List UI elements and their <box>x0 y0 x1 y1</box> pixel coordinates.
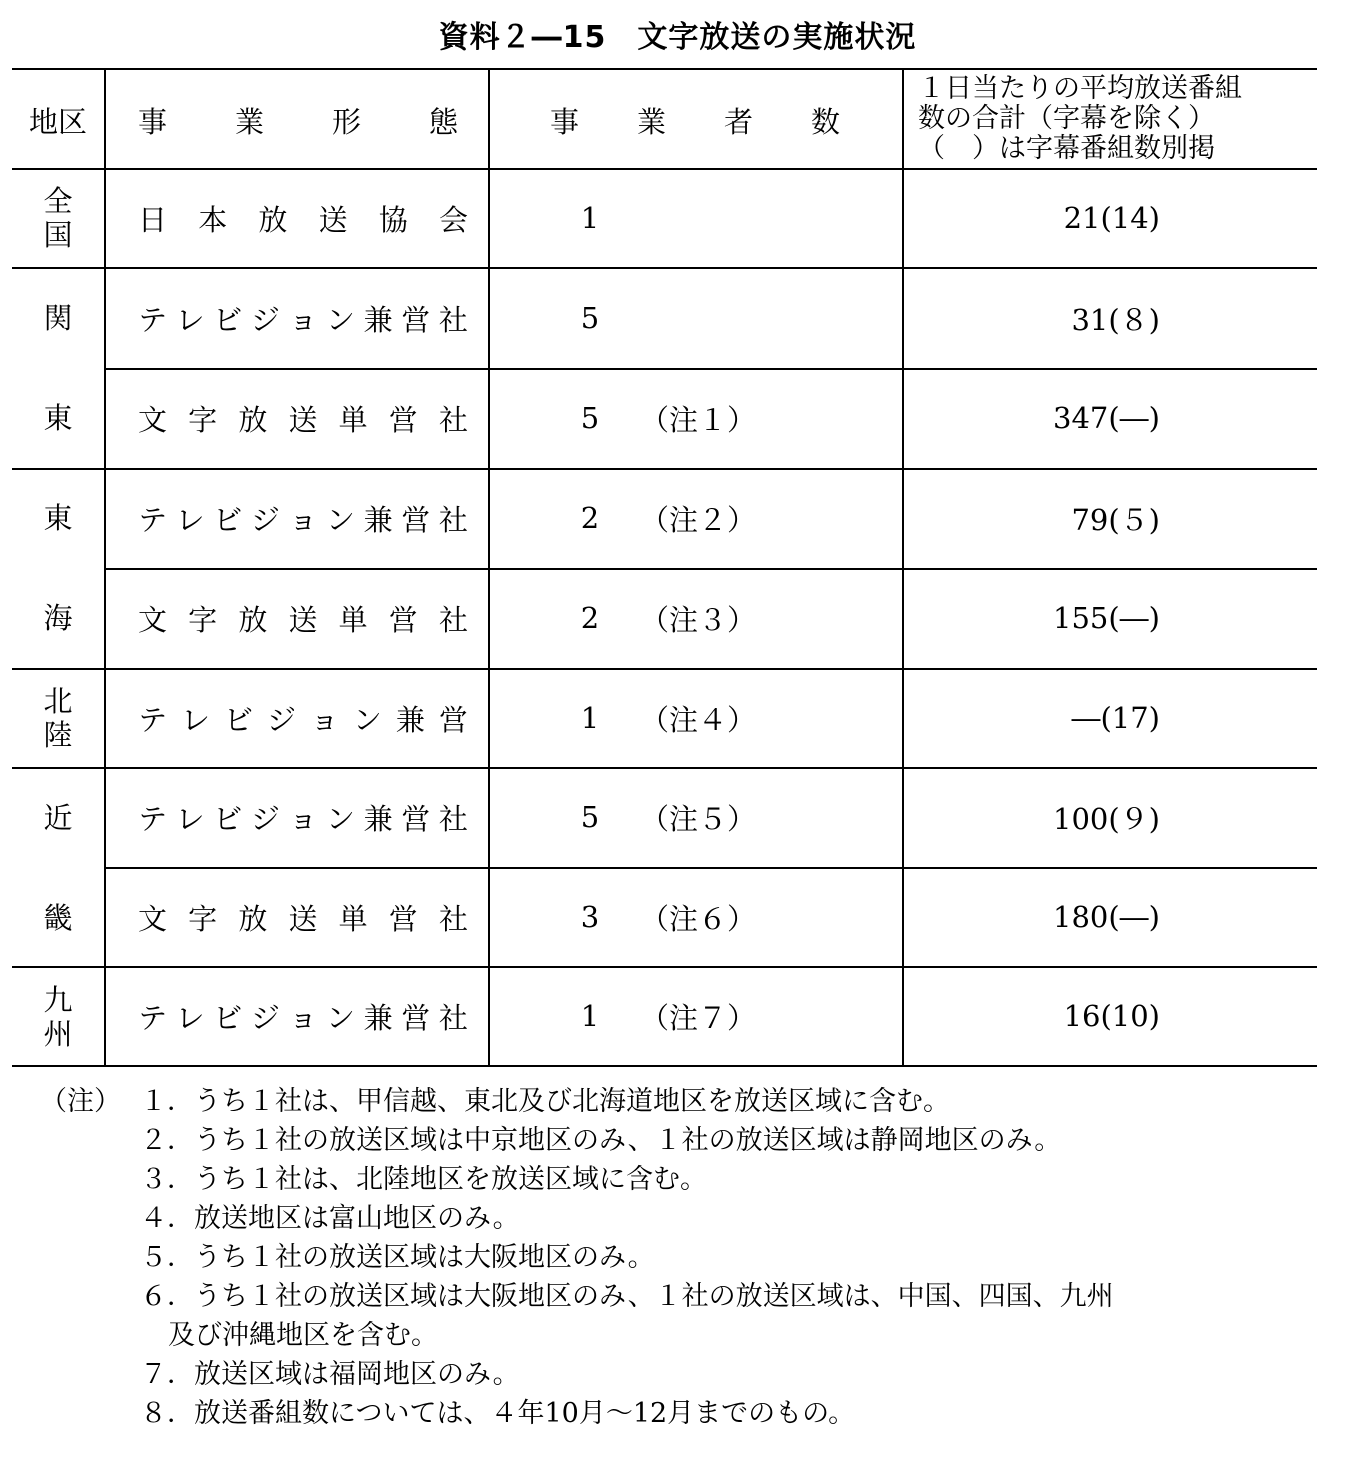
row-type-char: 兼 <box>363 502 393 537</box>
row-type-char: 送 <box>288 402 318 437</box>
row-type-char: ビ <box>213 1000 243 1035</box>
row-type-char: ン <box>326 302 356 337</box>
note-item: ３．うち１社は、北陸地区を放送区域に含む。 <box>140 1164 707 1195</box>
page-title: 資料２―15 文字放送の実施状況 <box>438 20 917 55</box>
row-avg: 100(９) <box>1053 801 1160 836</box>
region-tokai-1: 東 <box>43 501 73 535</box>
row-type-char: 放 <box>258 202 288 237</box>
row-avg: 155(―) <box>1053 601 1160 635</box>
row-type-char: ビ <box>213 801 243 836</box>
row-count-note: （注４） <box>640 702 757 737</box>
row-avg: 31(８) <box>1071 302 1160 337</box>
row-type-char: 兼 <box>363 801 393 836</box>
row-count <box>560 198 890 238</box>
row-type-char: ョ <box>309 702 339 737</box>
row-type-char: レ <box>175 801 205 836</box>
note-item: １．うち１社は、甲信越、東北及び北海道地区を放送区域に含む。 <box>140 1086 950 1117</box>
row-type-char: 営 <box>401 502 431 537</box>
header-count <box>550 100 840 141</box>
row-type <box>138 698 468 738</box>
note-item: ２．うち１社の放送区域は中京地区のみ、１社の放送区域は静岡地区のみ。 <box>140 1125 1062 1156</box>
row-type-char: 本 <box>198 202 228 237</box>
row-type-char: テ <box>138 702 168 737</box>
header-type-char: 態 <box>428 105 458 139</box>
row-type-char: レ <box>175 302 205 337</box>
row-type <box>138 498 468 538</box>
row-type-char: 会 <box>438 202 468 237</box>
row-avg: 79(５) <box>1071 502 1160 537</box>
row-count <box>560 897 890 937</box>
note-item: ４．放送地区は富山地区のみ。 <box>140 1203 520 1234</box>
row-type-char: 社 <box>438 801 468 836</box>
row-type-char: ジ <box>250 801 280 836</box>
row-count-note: （注６） <box>640 901 757 936</box>
note-item: ６．うち１社の放送区域は大阪地区のみ、１社の放送区域は、中国、四国、九州 <box>140 1281 1114 1312</box>
row-type-char: 日 <box>138 202 168 237</box>
row-type-char: 文 <box>138 901 168 936</box>
header-count-char: 者 <box>723 105 753 139</box>
row-type-char: 字 <box>188 901 218 936</box>
notes-list <box>140 1082 1340 1433</box>
region-zenkoku <box>12 184 104 252</box>
header-count-char: 数 <box>810 105 840 139</box>
row-type-char: テ <box>138 1000 168 1035</box>
row-count-value: 2 <box>580 601 600 635</box>
row-avg: 16(10) <box>1063 999 1160 1033</box>
notes-label: （注） <box>40 1086 121 1117</box>
row-type-char: ビ <box>213 302 243 337</box>
region-char: 全 <box>43 184 73 218</box>
row-count-value: 5 <box>580 800 600 834</box>
row-type-char: 社 <box>438 602 468 637</box>
row-type-char: ョ <box>288 1000 318 1035</box>
row-count <box>560 698 890 738</box>
region-char: 北 <box>43 684 73 718</box>
row-type <box>138 398 468 438</box>
row-type-char: ジ <box>250 302 280 337</box>
row-count-value: 2 <box>580 501 600 535</box>
row-type-char: 営 <box>388 602 418 637</box>
row-type <box>138 598 468 638</box>
row-count <box>560 797 890 837</box>
row-type-char: ビ <box>213 502 243 537</box>
region-hokuriku <box>12 684 104 752</box>
header-region: 地区 <box>28 105 87 139</box>
row-type-char: 営 <box>401 801 431 836</box>
note-item: ８．放送番組数については、４年10月～12月までのもの。 <box>140 1398 856 1429</box>
row-type-char: 営 <box>388 402 418 437</box>
region-kinki-2: 畿 <box>43 901 73 935</box>
header-type <box>138 100 458 141</box>
row-count-value: 3 <box>580 900 600 934</box>
row-type-char: ョ <box>288 502 318 537</box>
row-type-char: 放 <box>238 402 268 437</box>
row-type-char: 字 <box>188 402 218 437</box>
row-type-char: 文 <box>138 602 168 637</box>
row-type-char: 単 <box>338 901 368 936</box>
header-avg: １日当たりの平均放送番組 数の合計（字幕を除く） （ ）は字幕番組数別掲 <box>918 73 1242 164</box>
row-type-char: 社 <box>438 402 468 437</box>
header-type-char: 形 <box>331 105 361 139</box>
header-type-char: 業 <box>234 105 264 139</box>
row-type-char: 社 <box>438 302 468 337</box>
row-type <box>138 897 468 937</box>
row-type-char: テ <box>138 502 168 537</box>
row-type-char: テ <box>138 801 168 836</box>
row-type-char: ビ <box>223 702 253 737</box>
row-type-char: レ <box>180 702 210 737</box>
row-count-value: 1 <box>580 701 600 735</box>
row-count-note: （注３） <box>640 602 757 637</box>
row-type-char: 送 <box>318 202 348 237</box>
row-type-char: 兼 <box>395 702 425 737</box>
row-avg: 21(14) <box>1063 201 1160 235</box>
row-type-char: ジ <box>266 702 296 737</box>
row-avg: ―(17) <box>1071 701 1160 735</box>
row-count <box>560 598 890 638</box>
row-type-char: ョ <box>288 801 318 836</box>
row-type <box>138 797 468 837</box>
row-type-char: 文 <box>138 402 168 437</box>
row-type-char: 営 <box>388 901 418 936</box>
row-type-char: 放 <box>238 602 268 637</box>
region-kyushu <box>12 983 104 1051</box>
row-type-char: 社 <box>438 502 468 537</box>
row-type-char: 送 <box>288 901 318 936</box>
row-count-note: （注１） <box>640 402 757 437</box>
region-char: 国 <box>43 218 73 252</box>
row-count-value: 1 <box>580 999 600 1033</box>
row-type-char: テ <box>138 302 168 337</box>
header-count-char: 業 <box>636 105 666 139</box>
row-type-char: 社 <box>438 901 468 936</box>
region-kinki-1: 近 <box>43 801 73 835</box>
row-type-char: ジ <box>250 1000 280 1035</box>
row-count <box>560 498 890 538</box>
row-count <box>560 298 890 338</box>
row-count-value: 1 <box>580 201 600 235</box>
row-type-char: ジ <box>250 502 280 537</box>
row-type <box>138 996 468 1036</box>
header-type-char: 事 <box>138 105 168 139</box>
row-type-char: 単 <box>338 602 368 637</box>
region-char: 九 <box>43 983 73 1017</box>
row-count <box>560 398 890 438</box>
row-type-char: 営 <box>401 302 431 337</box>
note-item: ５．うち１社の放送区域は大阪地区のみ。 <box>140 1242 655 1273</box>
row-type-char: 兼 <box>363 302 393 337</box>
row-type-char: 兼 <box>363 1000 393 1035</box>
row-type-char: 送 <box>288 602 318 637</box>
region-char: 陸 <box>43 718 73 752</box>
row-type-char: ョ <box>288 302 318 337</box>
row-count-note: （注２） <box>640 502 757 537</box>
row-avg: 180(―) <box>1053 900 1160 934</box>
row-type <box>138 298 468 338</box>
row-type-char: ン <box>352 702 382 737</box>
row-count-value: 5 <box>580 401 600 435</box>
row-type-char: 社 <box>438 1000 468 1035</box>
row-type-char: 単 <box>338 402 368 437</box>
row-type-char: 営 <box>438 702 468 737</box>
row-count-value: 5 <box>580 301 600 335</box>
region-char: 州 <box>43 1017 73 1051</box>
note-item-continuation: 及び沖縄地区を含む。 <box>168 1320 438 1351</box>
row-type-char: レ <box>175 502 205 537</box>
header-count-char: 事 <box>550 105 580 139</box>
region-kanto-2: 東 <box>43 401 73 435</box>
row-count-note: （注５） <box>640 801 757 836</box>
note-item: ７．放送区域は福岡地区のみ。 <box>140 1359 520 1390</box>
row-type-char: 字 <box>188 602 218 637</box>
row-type-char: 放 <box>238 901 268 936</box>
row-type-char: ン <box>326 502 356 537</box>
row-type-char: ン <box>326 801 356 836</box>
row-type-char: 協 <box>378 202 408 237</box>
row-type <box>138 198 468 238</box>
row-type-char: 営 <box>401 1000 431 1035</box>
row-type-char: レ <box>175 1000 205 1035</box>
row-avg: 347(―) <box>1053 401 1160 435</box>
region-kanto-1: 関 <box>43 301 73 335</box>
row-type-char: ン <box>326 1000 356 1035</box>
region-tokai-2: 海 <box>43 601 73 635</box>
row-count-note: （注７） <box>640 1000 757 1035</box>
row-count <box>560 996 890 1036</box>
